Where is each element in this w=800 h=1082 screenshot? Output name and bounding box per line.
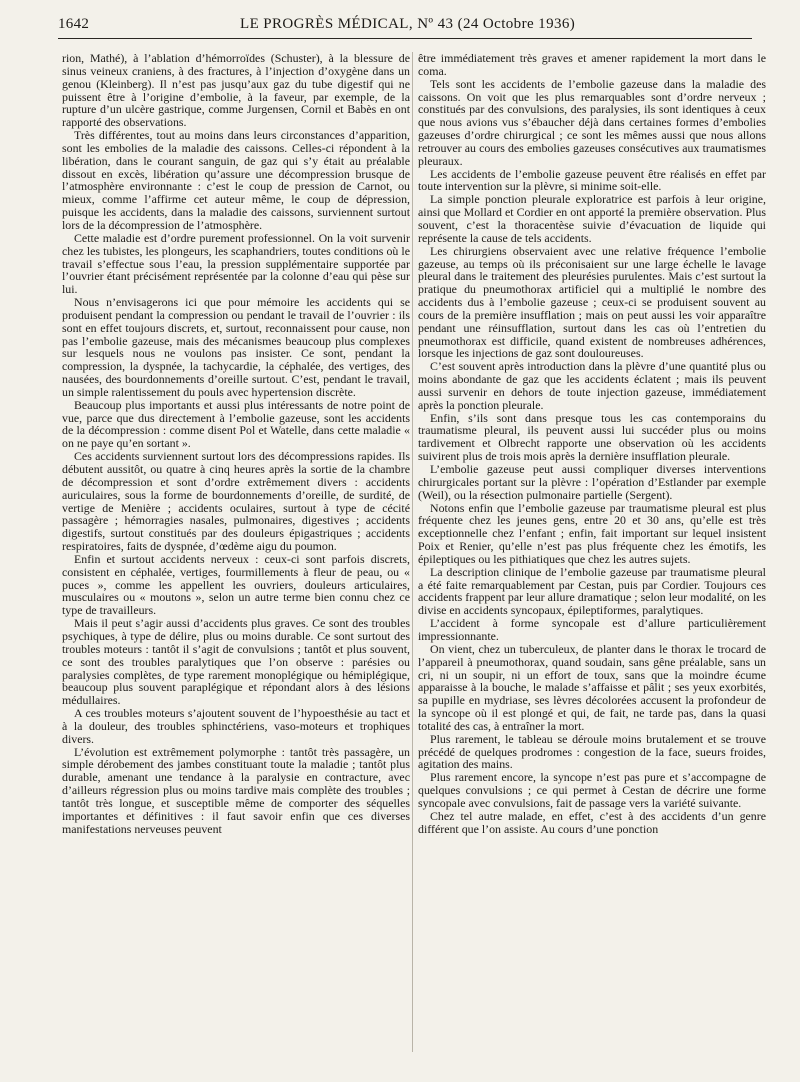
paragraph: Ces accidents surviennent surtout lors des décompressions rapides. Ils débutent aussitôt, ou quatre à cinq heures après la sortie de la chambre de décompression et sont d’ordre extrêmement divers : accidents auriculaires, sous la forme de bourdonnements d’oreille, de surdité, de vertige de Menière ; accidents oculaires, surtout à type de cécité passagère ; hémorragies nasales, pulmonaires, digestives ; accidents digestifs, surtout constitués par des douleurs épigastriques ; accidents respiratoires, faits de dyspnée, d’œdème aigu du poumon. — [62, 449, 410, 554]
paragraph: Nous n’envisagerons ici que pour mémoire les accidents qui se produisent pendant la compression ou pendant le travail de l’ouvrier : ils sont en effet toujours discrets, et, surtout, reconnaissent pour cause, non pas l’embolie gazeuse, mais des mécanismes beaucoup plus complexes sur lesquels nous ne voulons pas insister. Ce sont, pendant la compression, la dyspnée, la tachycardie, la céphalée, des vertiges, des nausées, des bourdonnements d’oreille surtout. C’est, pendant le travail, un simple ralentissement du pouls avec hypertension discrète. — [62, 295, 410, 399]
paragraph: Enfin, s’ils sont dans presque tous les cas contemporains du traumatisme pleural, ils peuvent aussi lui succéder plus ou moins tardivement et Olbrecht rapporte une observation où les accidents suivirent plus de trois mois après la dernière insufflation pleurale. — [418, 410, 766, 464]
paragraph: L’évolution est extrêmement polymorphe : tantôt très passagère, un simple dérobement des jambes constituant toute la maladie ; tantôt plus durable, amenant une tendance à la paralysie en contracture, avec d’ailleurs régression plus ou moins tardive mais complète des troubles ; tantôt très longue, et susceptible même de comporter des séquelles importantes et définitives : il faut savoir enfin que ces diverses manifestations nerveuses peuvent — [62, 744, 410, 836]
right-column — [418, 52, 766, 1052]
paragraph: La simple ponction pleurale exploratrice est parfois à leur origine, ainsi que Mollard et Cordier en ont apporté la première observation. Plus souvent, c’est la thoracentèse suivie d’évacuation de liquide qui représente la cause de tels accidents. — [418, 192, 766, 245]
paragraph: rion, Mathé), à l’ablation d’hémorroïdes (Schuster), à la blessure de sinus veineux craniens, à des fractures, à l’injection d’oxygène dans un genou (Kleinberg). Il n’est pas jusqu’aux gaz du tube digestif qui ne puissent être à l’origine d’embolie, à la faveur, par exemple, de la rupture d’un ulcère gastrique, comme Jurgensen, Cornil et Babès en ont rapporté des observations. — [62, 52, 410, 130]
paragraph: C’est souvent après introduction dans la plèvre d’une quantité plus ou moins abondante de gaz que les accidents éclatent ; mais ils peuvent aussi survenir en dehors de toute injection gazeuse, immédiatement après la ponction pleurale. — [418, 359, 766, 412]
paragraph: Les accidents de l’embolie gazeuse peuvent être réalisés en effet par toute intervention sur la plèvre, si minime soit-elle. — [418, 166, 766, 194]
paragraph: Beaucoup plus importants et aussi plus intéressants de notre point de vue, parce que dus directement à l’embolie gazeuse, sont les accidents de la décompression : comme disent Pol et Watelle, dans cette maladie « on ne paye qu’en sortant ». — [62, 397, 410, 451]
paragraph: Très différentes, tout au moins dans leurs circonstances d’apparition, sont les embolies de la maladie des caissons. Celles-ci répondent à la libération, dans le courant sanguin, de gaz qui s’y était au préalable dissout en excès, libération qu’assure une décompression brusque de l’atmosphère environnante : c’est le coup de pression de Carnot, ou mieux, comme l’affirme cet auteur même, le coup de dépression, puisque les accidents, dans la maladie des caissons, surviennent surtout lors de la décompression de l’atmosphère. — [62, 128, 410, 232]
paragraph: L’accident à forme syncopale est d’allure particulièrement impressionnante. — [418, 616, 766, 643]
paragraph: Chez tel autre malade, en effet, c’est à des accidents d’un genre différent que l’on assiste. Au cours d’une ponction — [418, 808, 766, 836]
left-column — [62, 52, 410, 1052]
paragraph: La description clinique de l’embolie gazeuse par traumatisme pleural a été faite remarquablement par Cestan, puis par Cordier. Toujours ces accidents frappent par leur allure dramatique ; selon leur modalité, on les divise en accidents syncopaux, épileptiformes, paralytiques. — [418, 564, 766, 618]
paragraph: On vient, chez un tuberculeux, de planter dans le thorax le trocard de l’appareil à pneumothorax, quand soudain, sans gêne préalable, sans un cri, ni un soupir, ni un effort de toux, sans que la moindre écume apparaisse à la bouche, le malade s’affaisse et pâlit ; ses yeux exorbités, sa pupille en mydriase, ses lèvres décolorées accusent la profondeur de la syncope où il est plongé et qui, de fait, ne tarde pas, dans la quasi totalité des cas, à entraîner la mort. — [418, 641, 766, 733]
paragraph: Les chirurgiens observaient avec une relative fréquence l’embolie gazeuse, au temps où ils préconisaient sur une large échelle le lavage pleural dans le traitement des pleurésies purulentes. Mais c’est surtout la pratique du pneumothorax artificiel qui a multiplié le nombre des accidents dus à l’embolie gazeuse ; ceux-ci se produisent souvent au cours de la première insufflation ; mais on peut aussi les voir apparaître pendant une réinsufflation, surtout dans les cas où l’entretien du pneumothorax est difficile, quand existent de nombreuses adhérences, lorsque les injections de gaz sont douloureuses. — [418, 243, 766, 361]
paragraph: être immédiatement très graves et amener rapidement la mort dans le coma. — [418, 52, 766, 78]
running-head — [240, 16, 575, 33]
page-number: 1642 — [58, 16, 90, 32]
paragraph: Plus rarement encore, la syncope n’est pas pure et s’accompagne de quelques convulsions ; ce qui permet à Cestan de décrire une forme syncopale avec convulsions, fait de passage vers la variété suivante. — [418, 770, 766, 810]
column-divider — [412, 52, 413, 1052]
page-header — [58, 16, 752, 39]
paragraph: Enfin et surtout accidents nerveux : ceux-ci sont parfois discrets, consistent en céphalée, vertiges, fourmillements à fleur de peau, ou « puces », comme les appellent les ouvriers, douleurs articulaires, musculaires ou « moutons », selon un autre terme bien connu chez ce type de travailleurs. — [62, 551, 410, 618]
journal-title: LE PROGRÈS MÉDICAL, — [240, 16, 414, 32]
issue-info: Nº 43 (24 Octobre 1936) — [417, 16, 576, 32]
paragraph: Tels sont les accidents de l’embolie gazeuse dans la maladie des caissons. On voit que les plus remarquables sont d’ordre nerveux ; constitués par des convulsions, des paralysies, ils sont identiques à ceux que nous avions vus s’ébaucher déjà dans certaines formes d’embolies gazeuses d’ordre chirurgical ; ce sont les mêmes aussi que nous allons retrouver au cours des embolies gazeuses consécutives aux traumatismes pleuraux. — [418, 76, 766, 168]
paragraph: Cette maladie est d’ordre purement professionnel. On la voit survenir chez les tubistes, les plongeurs, les scaphandriers, toutes conditions où le travail s’effectue sous l’eau, la pression supplémentaire supportée par l’ouvrier étant précisément représentée par la colonne d’eau qui pèse sur lui. — [62, 230, 410, 297]
paragraph: Plus rarement, le tableau se déroule moins brutalement et se trouve précédé de quelques prodromes : congestion de la face, sueurs froides, agitation des mains. — [418, 731, 766, 772]
paragraph: L’embolie gazeuse peut aussi compliquer diverses interventions chirurgicales portant sur la plèvre : l’opération d’Estlander par exemple (Weil), ou la résection pulmonaire partielle (Sergent). — [418, 462, 766, 502]
paragraph: A ces troubles moteurs s’ajoutent souvent de l’hypoesthésie au tact et à la douleur, des troubles sphinctériens, vaso-moteurs et trophiques divers. — [62, 706, 410, 746]
paragraph: Mais il peut s’agir aussi d’accidents plus graves. Ce sont des troubles psychiques, à type de délire, plus ou moins durable. Ce sont surtout des troubles moteurs : tantôt il s’agit de convulsions ; tantôt et plus souvent, ce sont des troubles paralytiques que l’on observe : parésies ou paralysies complètes, de type rarement monoplégique ou hémiplégique, beaucoup plus souvent paraplégique et répondant alors à des lésions médullaires. — [62, 616, 410, 708]
paragraph: Notons enfin que l’embolie gazeuse par traumatisme pleural est plus fréquente chez les jeunes gens, entre 20 et 30 ans, qu’elle est très exceptionnelle chez l’enfant ; enfin, fait important sur lequel insistent Poix et Renier, qu’elle n’est pas plus fréquente chez les émotifs, les épileptiques ou les pithiatiques que chez les autres sujets. — [418, 500, 766, 566]
